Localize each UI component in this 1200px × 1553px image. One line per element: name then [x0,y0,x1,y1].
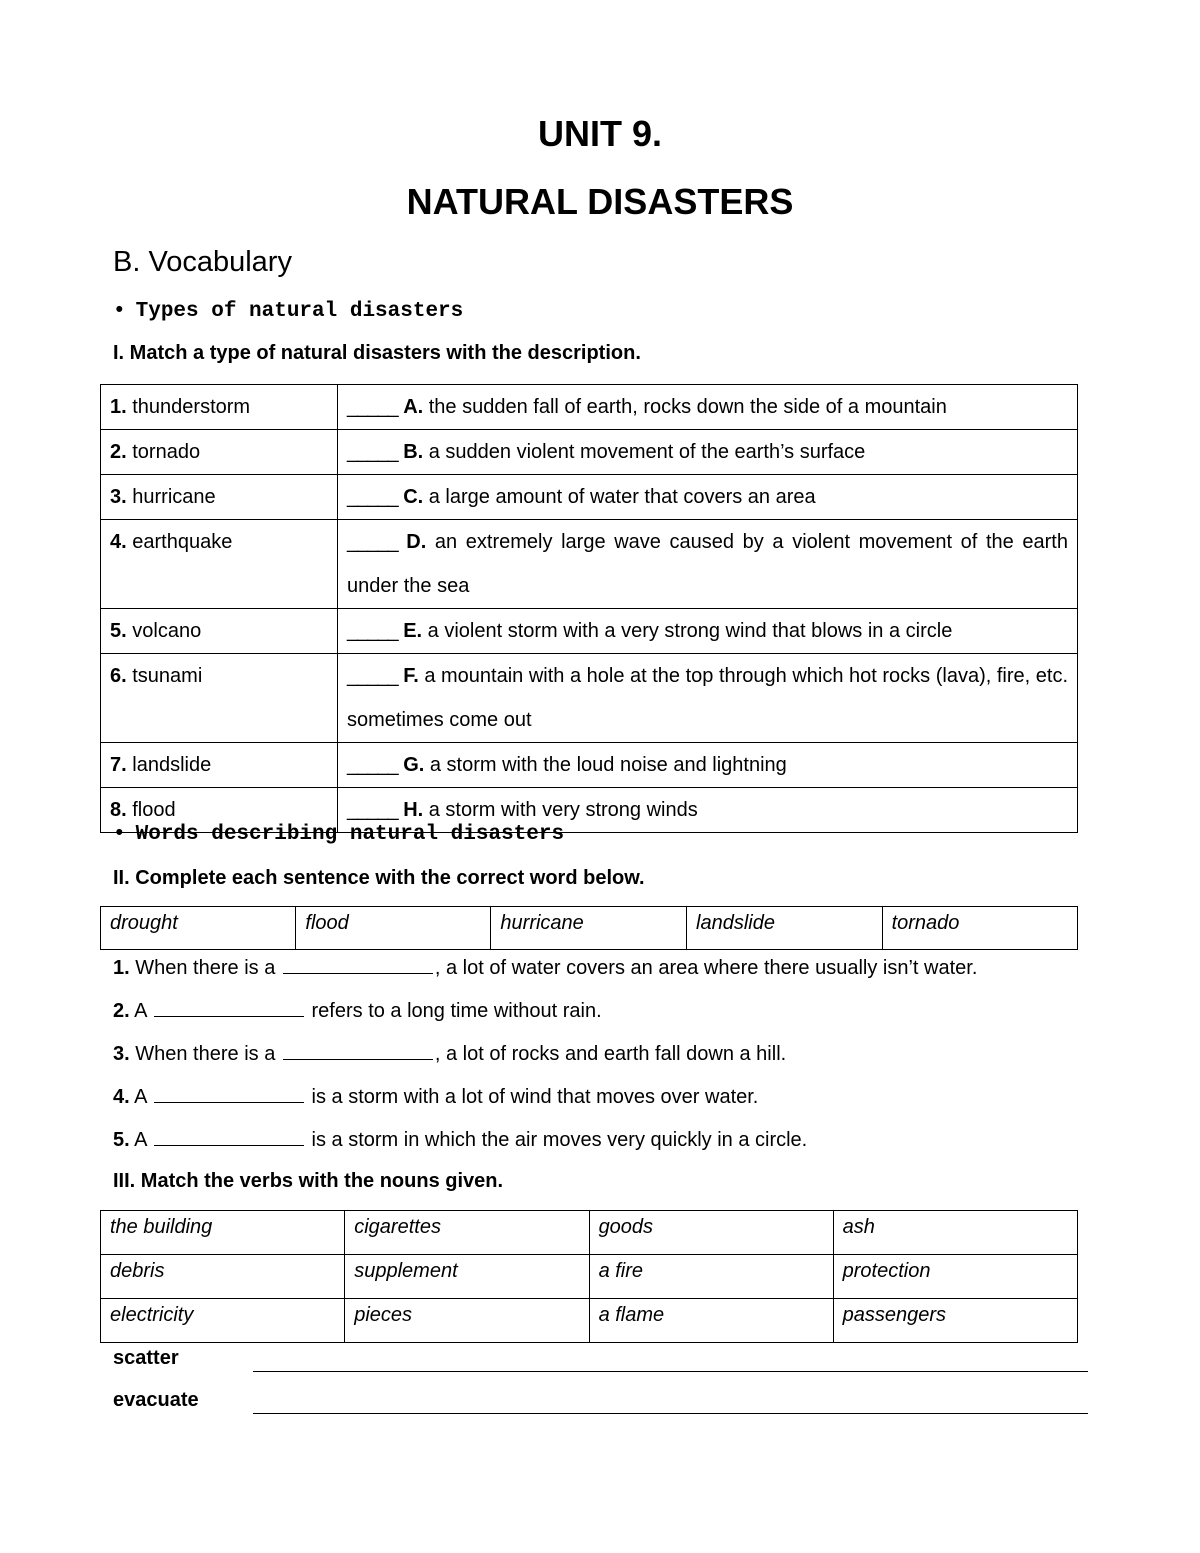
term-text: tsunami [132,665,203,687]
answer-blank[interactable]: _____ [347,531,398,553]
verb-label: evacuate [113,1389,199,1411]
word-bank-cell: hurricane [491,907,687,950]
option-letter: G. [403,754,425,776]
table-row [101,743,1078,788]
table-row [101,609,1078,654]
option-letter: D. [406,531,427,553]
sentence-end: , a lot of water covers an area where there usually isn’t water. [434,957,978,979]
noun-cell: ash [833,1211,1077,1255]
table-row [101,654,1078,743]
table-row [101,475,1078,520]
description-text: a storm with the loud noise and lightning [429,754,787,776]
option-letter: A. [403,396,424,418]
section-heading: B. Vocabulary [113,246,292,278]
noun-cell: supplement [345,1255,589,1299]
noun-cell: a fire [589,1255,833,1299]
term-text: hurricane [132,486,216,508]
answer-gap[interactable] [154,1084,304,1103]
description-cell [338,385,1078,430]
term-text: flood [132,799,176,821]
noun-cell: debris [101,1255,345,1299]
row-number: 3. [110,486,127,508]
description-text: a storm with very strong winds [428,799,698,821]
row-number: 7. [110,754,127,776]
table-row [101,520,1078,609]
sentence-end: is a storm in which the air moves very quickly in a circle. [311,1129,808,1151]
sentence-number: 3. [113,1043,130,1065]
row-number: 6. [110,665,127,687]
sentence-start: When there is a [135,1043,276,1065]
noun-cell: a flame [589,1299,833,1343]
noun-cell: protection [833,1255,1077,1299]
answer-blank[interactable]: _____ [347,486,398,508]
sentence [113,1084,758,1109]
row-number: 4. [110,531,127,553]
answer-blank[interactable]: _____ [347,441,398,463]
word-bank-cell: flood [296,907,491,950]
answer-line[interactable] [253,1413,1088,1414]
sentence-start: A [134,1086,147,1108]
word-bank-row [101,907,1078,950]
description-cell [338,654,1078,743]
noun-cell: the building [101,1211,345,1255]
answer-gap[interactable] [283,955,433,974]
word-bank-cell: drought [101,907,296,950]
noun-cell: passengers [833,1299,1077,1343]
sentence-end: refers to a long time without rain. [311,1000,602,1022]
word-bank-table [100,906,1078,950]
description-text: a sudden violent movement of the earth’s surface [428,441,866,463]
sentence-start: A [134,1129,147,1151]
answer-blank[interactable]: _____ [347,665,398,687]
instruction-part3: III. Match the verbs with the nouns given. [113,1170,504,1192]
description-cell [338,475,1078,520]
sentence-number: 4. [113,1086,130,1108]
table-row [101,385,1078,430]
description-cell [338,430,1078,475]
bullet-icon: • [113,300,126,323]
description-cell [338,609,1078,654]
noun-row [101,1299,1078,1343]
table-row [101,430,1078,475]
description-text: a mountain with a hole at the top through which hot rocks (lava), fire, etc. sometimes come out [347,665,1068,731]
sentence-start: A [134,1000,147,1022]
sentence [113,955,977,980]
term-cell [101,430,338,475]
term-text: tornado [132,441,201,463]
verb-row-scatter [113,1347,1088,1377]
sentence-start: When there is a [135,957,276,979]
option-letter: F. [403,665,419,687]
row-number: 2. [110,441,127,463]
sentence-number: 5. [113,1129,130,1151]
term-cell [101,654,338,743]
option-letter: H. [403,799,424,821]
noun-cell: electricity [101,1299,345,1343]
word-bank-cell: tornado [882,907,1077,950]
description-cell [338,743,1078,788]
answer-gap[interactable] [154,1127,304,1146]
word-bank-cell: landslide [687,907,883,950]
noun-row [101,1211,1078,1255]
bullet-heading-types: • Types of natural disasters [113,300,464,323]
sentence [113,998,602,1023]
row-number: 1. [110,396,127,418]
verb-row-evacuate [113,1389,1088,1419]
nouns-table [100,1210,1078,1343]
row-number: 8. [110,799,127,821]
matching-table [100,384,1078,833]
description-cell [338,520,1078,609]
term-text: volcano [132,620,202,642]
noun-cell: pieces [345,1299,589,1343]
noun-row [101,1255,1078,1299]
sentence-end: , a lot of rocks and earth fall down a hill. [434,1043,787,1065]
verb-label: scatter [113,1347,179,1369]
instruction-part2: II. Complete each sentence with the correct word below. [113,867,645,889]
option-letter: E. [403,620,423,642]
term-cell [101,385,338,430]
noun-cell: cigarettes [345,1211,589,1255]
answer-gap[interactable] [283,1041,433,1060]
term-cell [101,743,338,788]
topic-title: NATURAL DISASTERS [406,181,794,222]
option-letter: B. [403,441,424,463]
answer-blank[interactable]: _____ [347,396,398,418]
term-cell [101,475,338,520]
answer-blank[interactable]: _____ [347,620,398,642]
answer-blank[interactable]: _____ [347,799,398,821]
unit-title: UNIT 9. [537,113,662,154]
row-number: 5. [110,620,127,642]
sentence-end: is a storm with a lot of wind that moves over water. [311,1086,759,1108]
bullet-icon: • [113,823,126,846]
sentence [113,1041,786,1066]
option-letter: C. [403,486,424,508]
description-text: the sudden fall of earth, rocks down the side of a mountain [428,396,947,418]
answer-blank[interactable]: _____ [347,754,398,776]
sentence [113,1127,807,1152]
bullet-heading-words: • Words describing natural disasters [113,823,565,846]
description-text: an extremely large wave caused by a violent movement of the earth under the sea [347,531,1068,597]
sentence-number: 2. [113,1000,130,1022]
description-text: a violent storm with a very strong wind that blows in a circle [427,620,953,642]
answer-gap[interactable] [154,998,304,1017]
answer-line[interactable] [253,1371,1088,1372]
term-text: earthquake [132,531,233,553]
term-text: landslide [132,754,212,776]
term-text: thunderstorm [132,396,251,418]
sentence-number: 1. [113,957,130,979]
term-cell [101,520,338,609]
term-cell [101,609,338,654]
noun-cell: goods [589,1211,833,1255]
instruction-part1: I. Match a type of natural disasters with the description. [113,342,641,364]
description-text: a large amount of water that covers an area [428,486,816,508]
